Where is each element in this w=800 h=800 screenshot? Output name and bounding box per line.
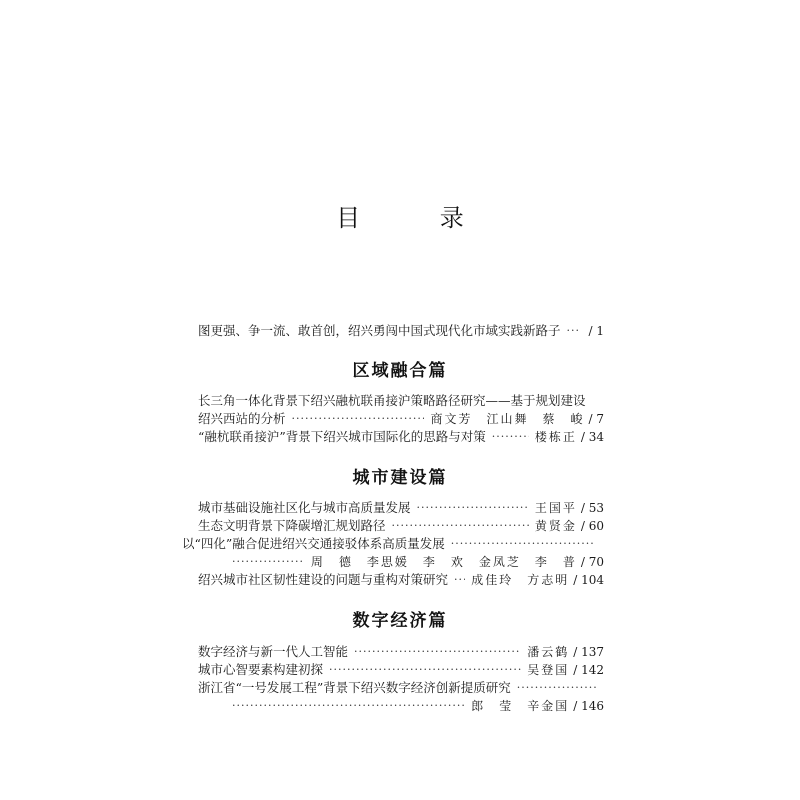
toc-entry-authors: 王国平 [534,501,577,515]
toc-entry[interactable] [198,569,604,591]
toc-entry-title: 长三角一体化背景下绍兴融杭联甬接沪策略路径研究——基于规划建设 [198,393,586,408]
toc-entry-title: 图更强、争一流、敢首创，绍兴勇闯中国式现代化市域实践新路子 [198,323,561,338]
toc-entry-title: 绍兴西站的分析 [198,411,286,426]
toc-entry-page: / 70 [580,555,604,569]
toc-entry-title: “融杭联甬接沪”背景下绍兴城市国际化的思路与对策 [198,429,486,444]
toc-entry-title: 浙江省“一号发展工程”背景下绍兴数字经济创新提质研究 [198,680,511,695]
toc-entry-page: / 142 [573,663,604,677]
toc-entry-title: 生态文明背景下降碳增汇规划路径 [198,518,386,533]
toc-entry-title: 城市基础设施社区化与城市高质量发展 [198,500,411,515]
toc-entry[interactable] [198,426,604,448]
toc-entry-page: / 146 [573,699,604,713]
toc-entry-authors: 商文芳 江山舞 蔡 峻 [430,412,585,426]
page-title: 目 录 [336,204,500,232]
toc-entry-page: / 34 [580,430,604,444]
toc-entry-page: / 53 [580,501,604,515]
dot-leader [232,695,465,717]
toc-entry-authors: 成佳玲 方志明 [471,573,570,587]
dot-leader [567,320,579,342]
toc-entry-authors: 吴登国 [527,663,570,677]
toc-entry-title: 以“四化”融合促进绍兴交通接驳体系高质量发展 [182,536,445,551]
section-heading-digital: 数字经济篇 [352,611,448,631]
toc-entry-authors: 潘云鹤 [527,645,570,659]
toc-entry-intro[interactable] [198,320,604,342]
toc-entry-authors: 黄贤金 [534,519,577,533]
toc-entry-page: / 104 [573,573,604,587]
toc-entry-authors: 楼栋正 [534,430,577,444]
toc-entry-page: / 60 [580,519,604,533]
toc-entry-title: 数字经济与新一代人工智能 [198,644,349,659]
dot-leader [492,426,529,448]
toc-entry-authors: 周 德 李思媛 李 欢 金凤芝 李 普 [310,555,577,569]
toc-entry-page: / 137 [573,645,604,659]
toc-entry-title: 绍兴城市社区韧性建设的问题与重构对策研究 [198,572,449,587]
section-heading-regional: 区域融合篇 [352,361,448,381]
dot-leader [454,569,465,591]
toc-entry-page: / 7 [588,412,604,426]
toc-entry[interactable] [198,695,604,717]
toc-entry-page: / 1 [588,324,604,338]
toc-entry-title: 城市心智要素构建初探 [198,662,324,677]
toc-entry-authors: 郎 莹 辛金国 [471,699,570,713]
section-heading-urban: 城市建设篇 [352,468,448,488]
